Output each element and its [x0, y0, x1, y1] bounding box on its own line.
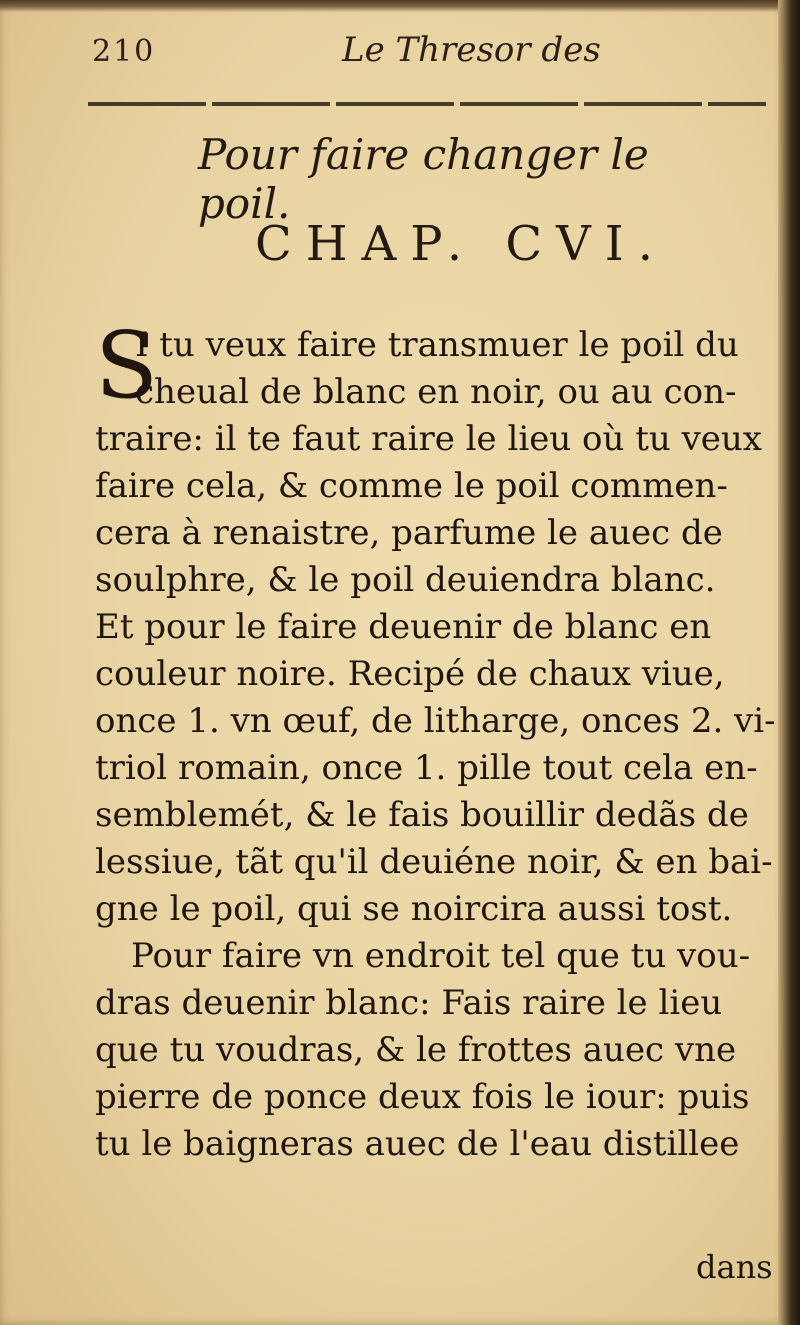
text-line: triol romain, once 1. pille tout cela en-	[95, 748, 758, 788]
running-title: Le Thresor des	[342, 30, 601, 70]
book-spine-edge	[778, 0, 800, 1325]
header-rule	[88, 102, 766, 106]
text-line: gne le poil, qui se noircira aussi tost.	[95, 889, 733, 929]
text-line: cheual de blanc en noir, ou au con-	[135, 372, 737, 412]
text-line: tu le baigneras auec de l'eau distillee	[95, 1124, 740, 1164]
page-top-edge	[0, 0, 800, 12]
body-text	[95, 312, 779, 1168]
text-line: traire: il te faut raire le lieu où tu veux	[95, 419, 762, 459]
text-line: couleur noire. Recipé de chaux viue,	[95, 654, 725, 694]
text-line: I tu veux faire transmuer le poil du	[135, 325, 739, 365]
text-line: cera à renaistre, parfume le auec de	[95, 513, 723, 553]
text-line: lessiue, tãt qu'il deuiéne noir, & en bai-	[95, 842, 773, 882]
section-title: Pour faire changer le poil.	[198, 130, 649, 228]
text-line: semblemét, & le fais bouillir dedãs de	[95, 795, 749, 835]
text-line: dras deuenir blanc: Fais raire le lieu	[95, 983, 723, 1023]
chapter-heading: CHAP. CVI.	[255, 216, 667, 272]
text-line: once 1. vn œuf, de litharge, onces 2. vi-	[95, 701, 776, 741]
running-head	[92, 28, 652, 72]
text-line: pierre de ponce deux fois le iour: puis	[95, 1077, 750, 1117]
text-line: Pour faire vn endroit tel que tu vou-	[131, 936, 751, 976]
drop-cap: S	[95, 312, 159, 419]
page-number: 210	[92, 34, 156, 69]
catchword: dans	[696, 1248, 773, 1286]
text-line: que tu voudras, & le frottes auec vne	[95, 1030, 737, 1070]
text-line: soulphre, & le poil deuiendra blanc.	[95, 560, 716, 600]
text-line: Et pour le faire deuenir de blanc en	[95, 607, 712, 647]
text-line: faire cela, & comme le poil commen-	[95, 466, 728, 506]
